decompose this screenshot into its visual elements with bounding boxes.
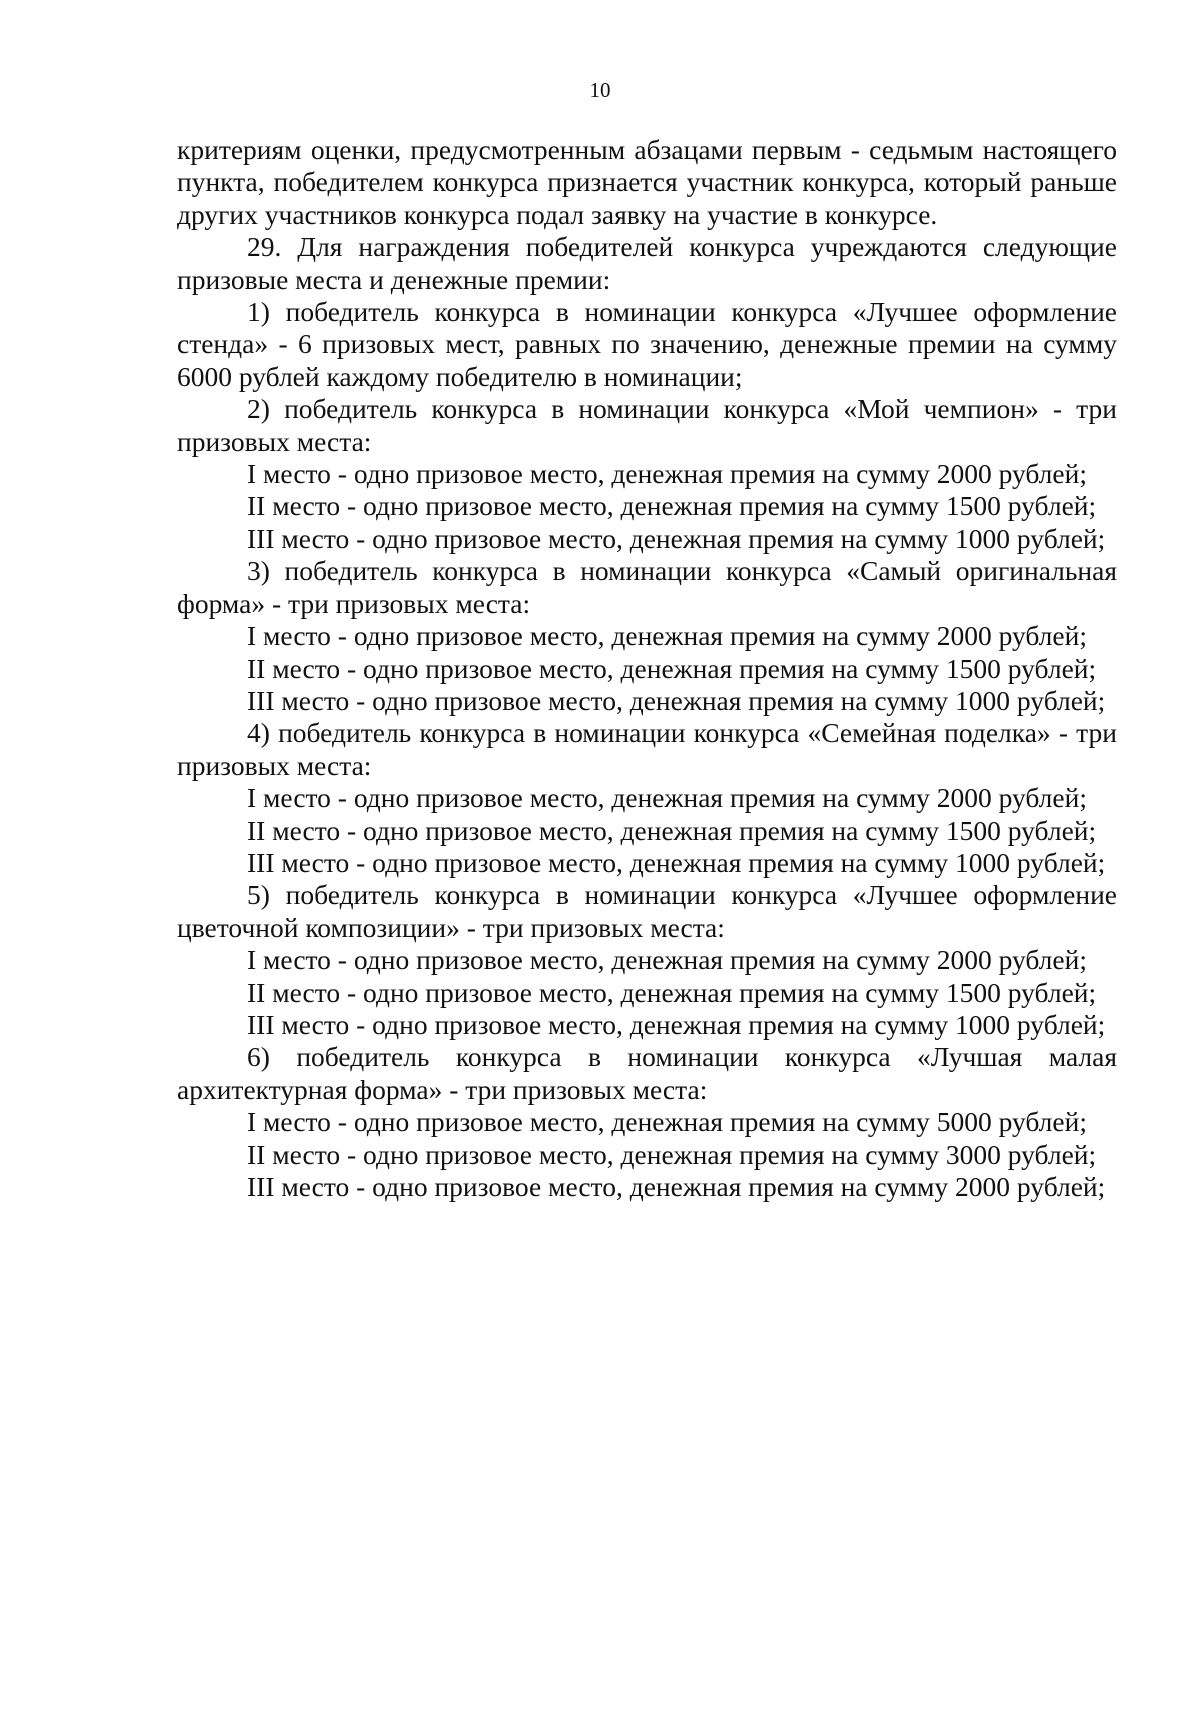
paragraph: III место - одно призовое место, денежная премия на сумму 1000 рублей; (247, 684, 1106, 716)
paragraph: 4) победитель конкурса в номинации конкурса «Семейная поделка» - три призовых места: (177, 717, 1117, 781)
paragraph: III место - одно призовое место, денежная премия на сумму 1000 рублей; (247, 522, 1106, 554)
paragraph: 2) победитель конкурса в номинации конкурса «Мой чемпион» - три призовых места: (177, 393, 1117, 457)
paragraph: III место - одно призовое место, денежная премия на сумму 2000 рублей; (247, 1171, 1106, 1202)
paragraph: I место - одно призовое место, денежная премия на сумму 2000 рублей; (247, 620, 1087, 652)
page-number: 10 (589, 78, 611, 102)
paragraph: II место - одно призовое место, денежная премия на сумму 1500 рублей; (247, 976, 1097, 1008)
paragraph: 1) победитель конкурса в номинации конкурса «Лучшее оформление стенда» - 6 призовых мест, равных по значению, денежные премии на сумму 6000 рублей каждому победителю в номинации; (177, 296, 1117, 392)
paragraph: 29. Для награждения победителей конкурса учреждаются следующие призовые места и денежные премии: (177, 231, 1117, 295)
paragraph: I место - одно призовое место, денежная премия на сумму 2000 рублей; (247, 782, 1087, 814)
paragraph: II место - одно призовое место, денежная премия на сумму 1500 рублей; (247, 490, 1097, 522)
paragraph: I место - одно призовое место, денежная премия на сумму 2000 рублей; (247, 458, 1087, 490)
paragraph: II место - одно призовое место, денежная премия на сумму 3000 рублей; (247, 1138, 1097, 1170)
paragraph: III место - одно призовое место, денежная премия на сумму 1000 рублей; (247, 1008, 1106, 1040)
paragraph: 5) победитель конкурса в номинации конкурса «Лучшее оформление цветочной композиции» - три призовых места: (177, 879, 1117, 943)
paragraph: II место - одно призовое место, денежная премия на сумму 1500 рублей; (247, 652, 1097, 684)
paragraph: II место - одно призовое место, денежная премия на сумму 1500 рублей; (247, 814, 1097, 846)
document-body (177, 134, 1117, 1203)
paragraph: I место - одно призовое место, денежная премия на сумму 5000 рублей; (247, 1106, 1087, 1138)
paragraph: III место - одно призовое место, денежная премия на сумму 1000 рублей; (247, 846, 1106, 878)
paragraph: 3) победитель конкурса в номинации конкурса «Самый оригинальная форма» - три призовых места: (177, 555, 1117, 619)
paragraph: 6) победитель конкурса в номинации конкурса «Лучшая малая архитектурная форма» - три призовых места: (177, 1041, 1117, 1105)
paragraph: критериям оценки, предусмотренным абзацами первым - седьмым настоящего пункта, победителем конкурса признается участник конкурса, который раньше других участников конкурса подал заявку на участие в конкурсе. (177, 134, 1117, 230)
paragraph: I место - одно призовое место, денежная премия на сумму 2000 рублей; (247, 944, 1087, 976)
